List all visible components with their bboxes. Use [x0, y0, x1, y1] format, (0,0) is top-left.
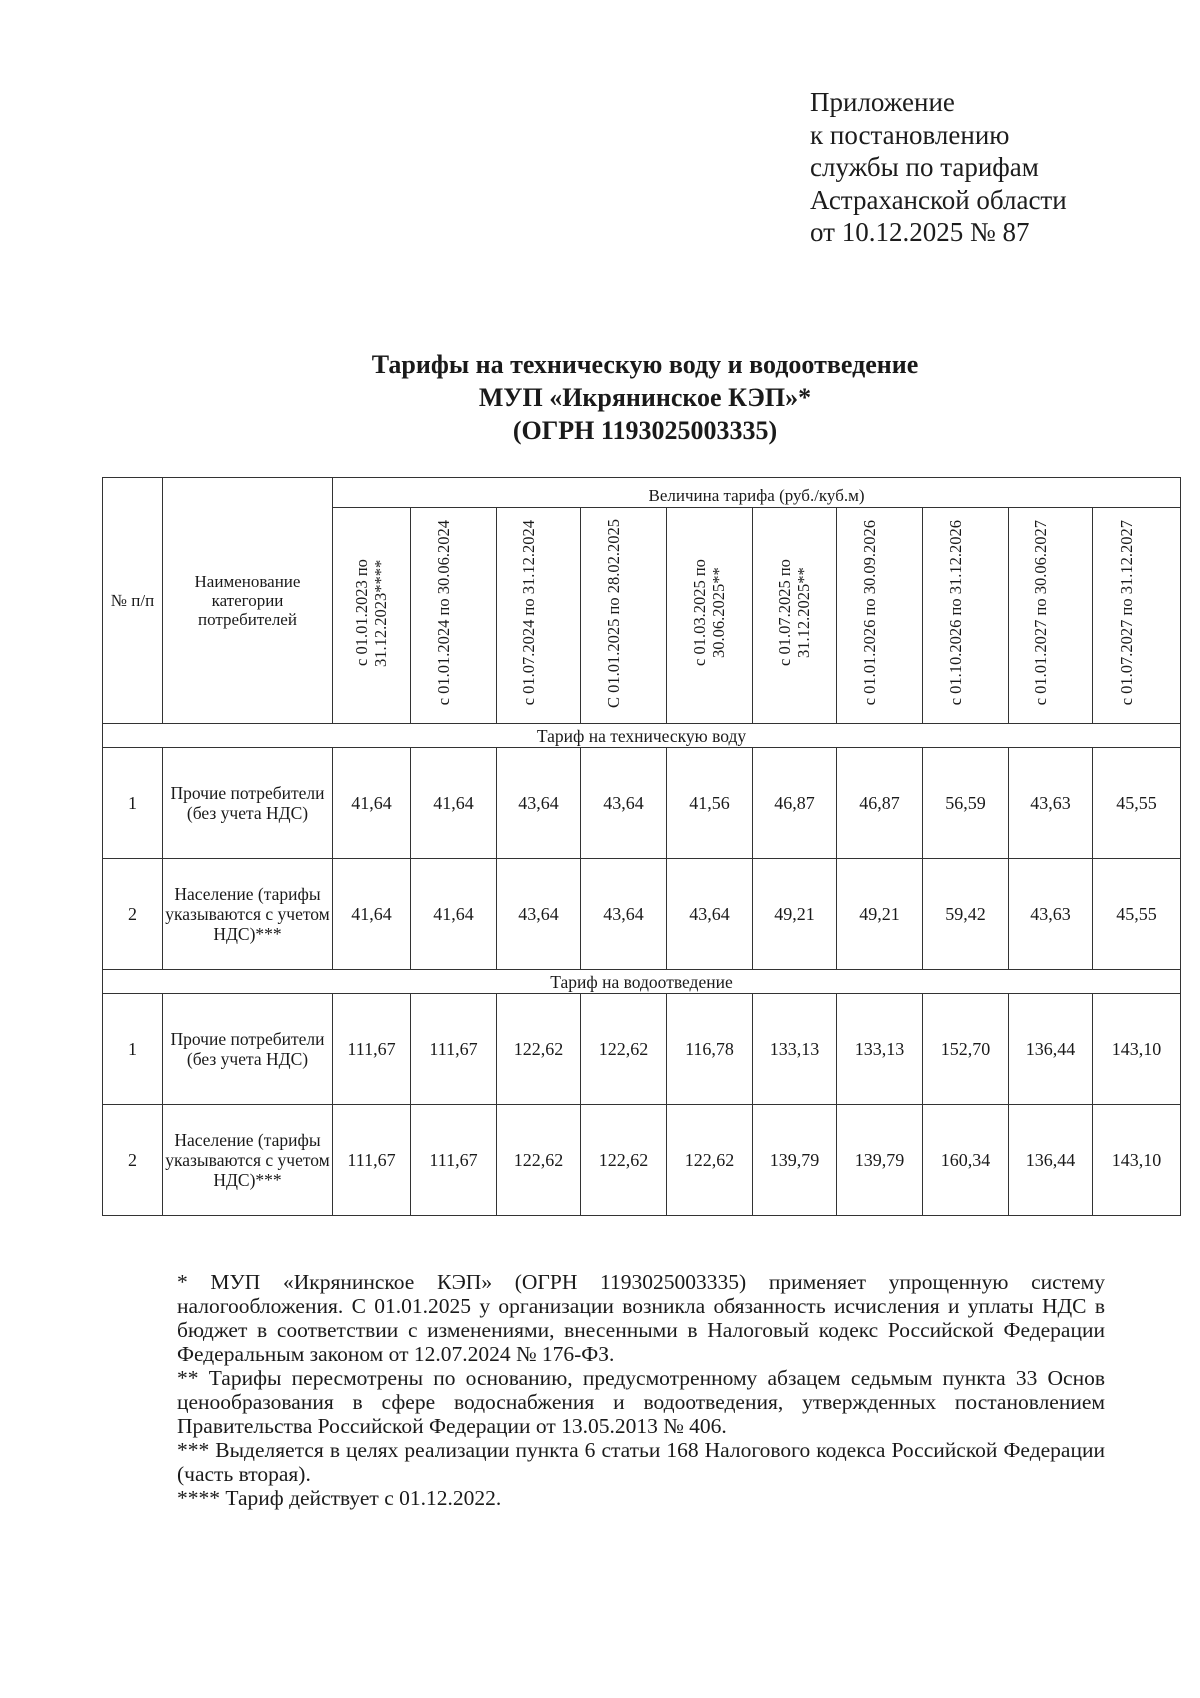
section-title: Тариф на техническую воду	[103, 724, 1181, 748]
tariff-cell: 41,56	[667, 748, 753, 859]
title-line-3: (ОГРН 1193025003335)	[512, 416, 778, 445]
section-header-row	[103, 724, 1181, 748]
table-row	[103, 859, 1181, 970]
tariff-cell: 122,62	[581, 1105, 667, 1216]
tariff-cell: 136,44	[1009, 994, 1093, 1105]
period-header	[753, 508, 837, 724]
period-label: с 01.01.2026 по 30.09.2026	[859, 520, 879, 706]
tariff-cell: 111,67	[411, 1105, 497, 1216]
tariff-cell: 136,44	[1009, 1105, 1093, 1216]
footnote: **** Тариф действует с 01.12.2022.	[177, 1486, 502, 1510]
tariff-cell: 133,13	[837, 994, 923, 1105]
appendix-line: от 10.12.2025 № 87	[810, 217, 1030, 247]
section-title: Тариф на водоотведение	[103, 970, 1181, 994]
period-label: с 01.01.2027 по 30.06.2027	[1030, 520, 1050, 706]
document-title	[0, 348, 1200, 447]
tariff-cell: 143,10	[1093, 994, 1181, 1105]
tariff-cell: 116,78	[667, 994, 753, 1105]
period-label: с 01.07.2027 по 31.12.2027	[1116, 520, 1136, 706]
footnotes	[177, 1270, 1105, 1510]
table-row	[103, 1105, 1181, 1216]
appendix-block	[810, 86, 1067, 249]
tariff-cell: 139,79	[837, 1105, 923, 1216]
tariff-table	[102, 477, 1181, 1216]
tariff-cell: 45,55	[1093, 748, 1181, 859]
period-label: с 01.07.2024 по 31.12.2024	[518, 520, 538, 706]
row-category: Прочие потребители (без учета НДС)	[163, 748, 333, 859]
tariff-cell: 133,13	[753, 994, 837, 1105]
section-header-row	[103, 970, 1181, 994]
tariff-cell: 46,87	[837, 748, 923, 859]
period-header	[1009, 508, 1093, 724]
row-number: 2	[103, 859, 163, 970]
appendix-line: к постановлению	[810, 119, 1010, 150]
tariff-cell: 45,55	[1093, 859, 1181, 970]
tariff-cell: 56,59	[923, 748, 1009, 859]
period-header	[667, 508, 753, 724]
period-header	[1093, 508, 1181, 724]
period-header	[411, 508, 497, 724]
tariff-cell: 43,64	[497, 748, 581, 859]
header-category: Наименование категории потребителей	[163, 478, 333, 724]
period-header	[837, 508, 923, 724]
period-header	[497, 508, 581, 724]
footnote: * МУП «Икрянинское КЭП» (ОГРН 1193025003335) применяет упрощенную систему налогообложения. С 01.01.2025 у организации возникла обязанность исчисления и уплаты НДС в бюджет в соответствии с изменениями, внесенными в Налоговый кодекс Российской Федерации Федеральным законом от 12.07.2024 № 176-ФЗ.	[177, 1270, 1105, 1366]
period-header	[581, 508, 667, 724]
tariff-cell: 41,64	[411, 748, 497, 859]
title-line-1: Тарифы на техническую воду и водоотведение	[371, 350, 919, 379]
row-number: 2	[103, 1105, 163, 1216]
tariff-cell: 152,70	[923, 994, 1009, 1105]
footnote: ** Тарифы пересмотрены по основанию, предусмотренному абзацем седьмым пункта 33 Основ ценообразования в сфере водоснабжения и водоотведения, утвержденных постановлением Правительства Российской Федерации от 13.05.2013 № 406.	[177, 1366, 1105, 1438]
period-label: с 01.10.2026 по 31.12.2026	[945, 520, 965, 706]
tariff-cell: 41,64	[333, 859, 411, 970]
row-category: Население (тарифы указываются с учетом НДС)***	[163, 1105, 333, 1216]
appendix-line: службы по тарифам	[810, 152, 1039, 182]
title-line-2: МУП «Икрянинское КЭП»*	[478, 383, 812, 412]
row-category: Прочие потребители (без учета НДС)	[163, 994, 333, 1105]
appendix-line: Приложение	[810, 87, 955, 117]
header-tariff-value: Величина тарифа (руб./куб.м)	[333, 478, 1181, 508]
period-label: С 01.01.2025 по 28.02.2025	[603, 518, 623, 708]
tariff-cell: 122,62	[497, 994, 581, 1105]
tariff-cell: 41,64	[411, 859, 497, 970]
tariff-cell: 43,64	[667, 859, 753, 970]
table-row	[103, 994, 1181, 1105]
row-number: 1	[103, 748, 163, 859]
tariff-cell: 43,63	[1009, 748, 1093, 859]
row-number: 1	[103, 994, 163, 1105]
tariff-cell: 59,42	[923, 859, 1009, 970]
footnote: *** Выделяется в целях реализации пункта 6 статьи 168 Налогового кодекса Российской Федерации (часть вторая).	[177, 1438, 1105, 1486]
tariff-cell: 49,21	[837, 859, 923, 970]
tariff-cell: 160,34	[923, 1105, 1009, 1216]
period-header	[923, 508, 1009, 724]
tariff-cell: 43,64	[581, 748, 667, 859]
tariff-cell: 122,62	[581, 994, 667, 1105]
tariff-cell: 43,64	[497, 859, 581, 970]
tariff-cell: 49,21	[753, 859, 837, 970]
appendix-line: Астраханской области	[810, 184, 1067, 215]
period-label: с 01.01.2024 по 30.06.2024	[433, 520, 453, 706]
table-row	[103, 748, 1181, 859]
tariff-cell: 122,62	[497, 1105, 581, 1216]
tariff-cell: 139,79	[753, 1105, 837, 1216]
tariff-cell: 122,62	[667, 1105, 753, 1216]
tariff-cell: 43,64	[581, 859, 667, 970]
tariff-cell: 143,10	[1093, 1105, 1181, 1216]
period-label: с 01.01.2023 по 31.12.2023****	[351, 559, 390, 667]
tariff-cell: 111,67	[411, 994, 497, 1105]
tariff-cell: 43,63	[1009, 859, 1093, 970]
row-category: Население (тарифы указываются с учетом НДС)***	[163, 859, 333, 970]
header-number: № п/п	[103, 478, 163, 724]
tariff-cell: 111,67	[333, 994, 411, 1105]
period-label: с 01.07.2025 по 31.12.2025**	[774, 559, 813, 667]
tariff-cell: 111,67	[333, 1105, 411, 1216]
tariff-cell: 46,87	[753, 748, 837, 859]
period-label: с 01.03.2025 по 30.06.2025**	[689, 559, 728, 667]
period-header	[333, 508, 411, 724]
tariff-cell: 41,64	[333, 748, 411, 859]
